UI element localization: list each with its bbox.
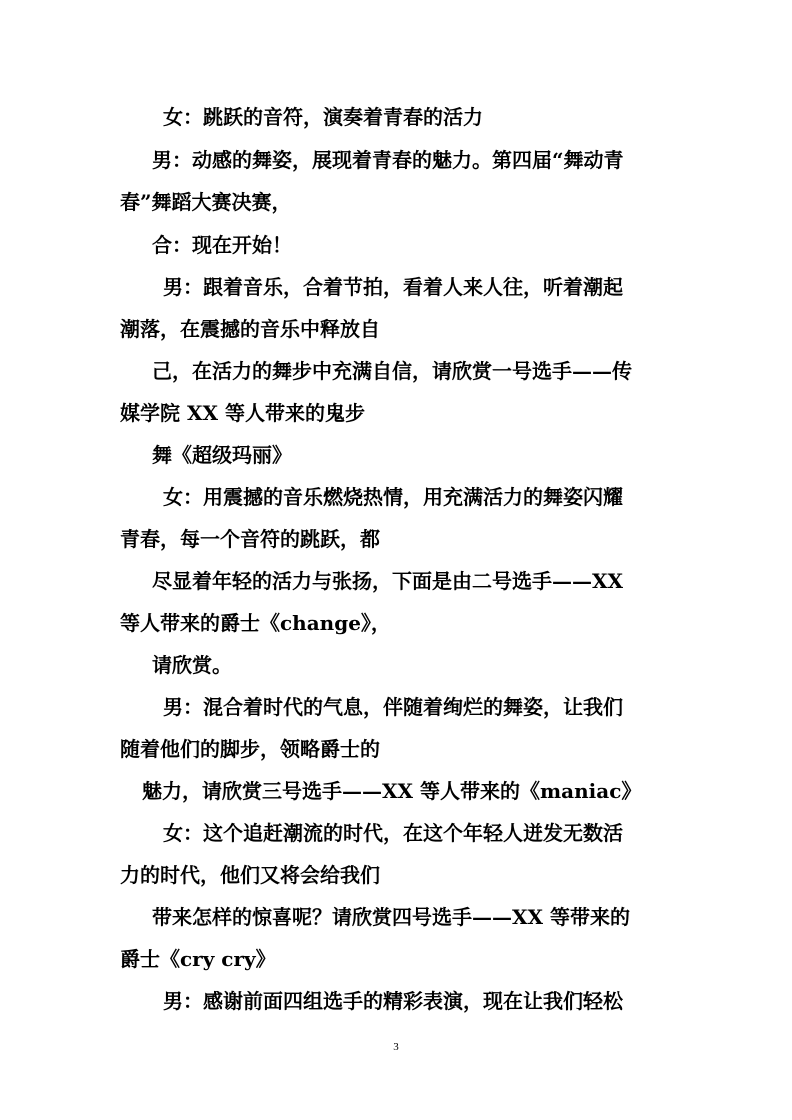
text-line-6: 潮落，在震撼的音乐中释放自 xyxy=(120,317,380,341)
text-line-1: 女：跳跃的音符，演奏着青春的活力 xyxy=(163,105,483,129)
text-line-13: 等人带来的爵士《change》， xyxy=(120,611,391,635)
text-line-2: 男：动感的舞姿，展现着青春的魅力。第四届“舞动青 xyxy=(152,148,624,172)
text-line-12: 尽显着年轻的活力与张扬，下面是由二号选手——XX xyxy=(152,569,624,593)
text-line-7: 己，在活力的舞步中充满自信，请欣赏一号选手——传 xyxy=(152,359,632,383)
text-line-20: 带来怎样的惊喜呢？请欣赏四号选手——XX 等带来的 xyxy=(152,905,630,929)
text-line-22: 男：感谢前面四组选手的精彩表演，现在让我们轻松 xyxy=(163,989,623,1013)
text-line-3: 春”舞蹈大赛决赛， xyxy=(120,190,292,214)
text-line-14: 请欣赏。 xyxy=(152,653,232,677)
text-line-10: 女：用震撼的音乐燃烧热情，用充满活力的舞姿闪耀 xyxy=(163,485,623,509)
text-line-15: 男：混合着时代的气息，伴随着绚烂的舞姿，让我们 xyxy=(163,695,623,719)
text-line-4: 合：现在开始！ xyxy=(152,233,292,257)
text-line-18: 女：这个追赶潮流的时代，在这个年轻人迸发无数活 xyxy=(163,821,623,845)
text-line-19: 力的时代，他们又将会给我们 xyxy=(120,863,380,887)
text-line-5: 男：跟着音乐，合着节拍，看着人来人往，听着潮起 xyxy=(163,275,623,299)
text-line-9: 舞《超级玛丽》 xyxy=(152,443,292,467)
page-number: 3 xyxy=(393,1041,399,1053)
text-line-8: 媒学院 XX 等人带来的鬼步 xyxy=(120,401,365,425)
text-line-11: 青春，每一个音符的跳跃，都 xyxy=(120,527,380,551)
text-line-21: 爵士《cry cry》 xyxy=(120,947,276,971)
text-line-16: 随着他们的脚步，领略爵士的 xyxy=(120,737,380,761)
text-line-17: 魅力，请欣赏三号选手——XX 等人带来的《maniac》 xyxy=(142,779,642,803)
